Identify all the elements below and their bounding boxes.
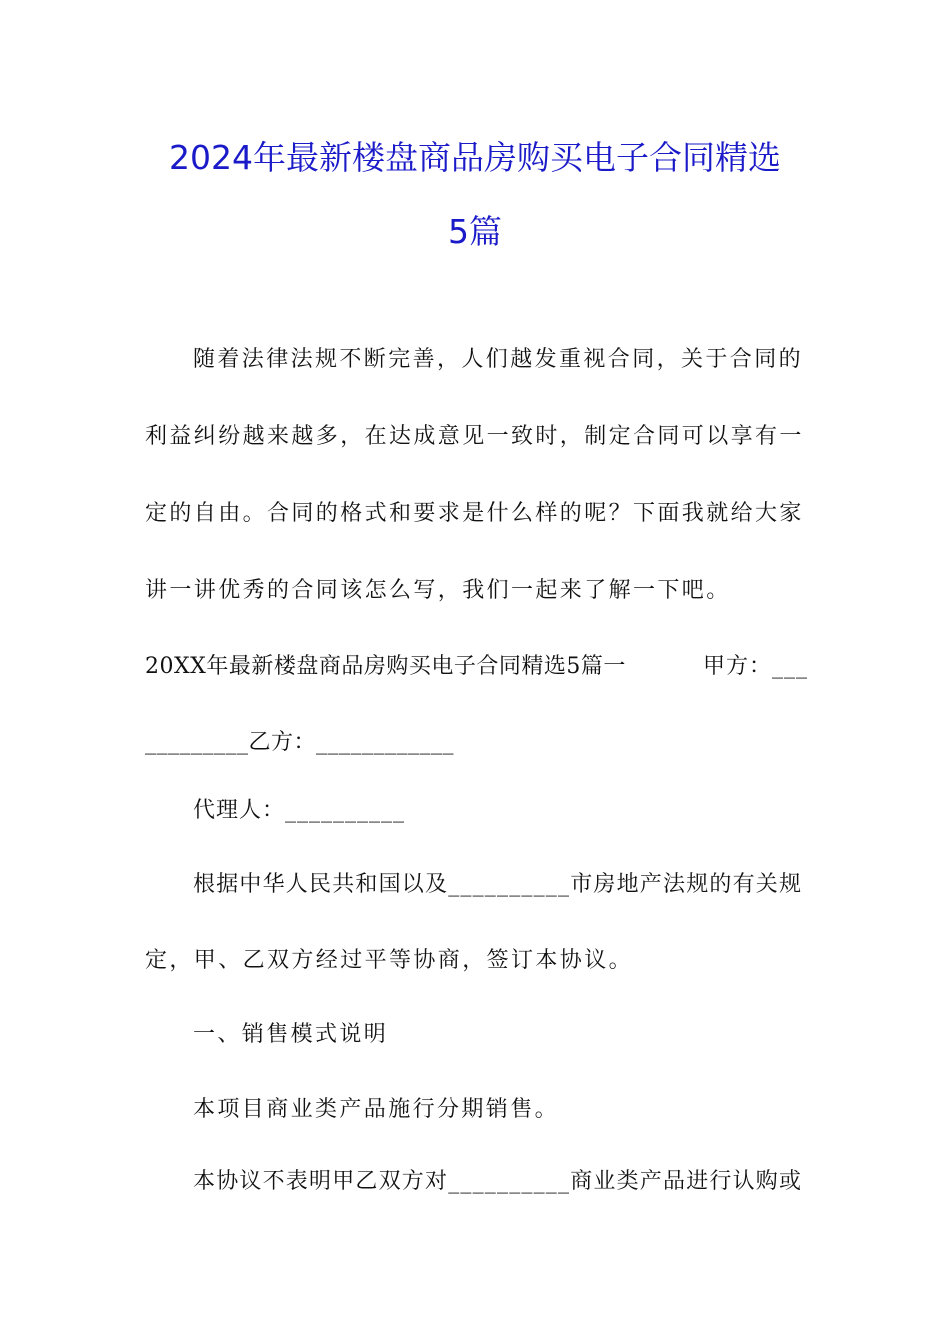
clause-paragraph: 本协议不表明甲乙双方对__________商业类产品进行认购或 [193,1169,803,1194]
party-b-line: _________乙方：____________ [145,730,455,755]
document-title-line2: 5篇 [448,212,502,251]
intro-paragraph-line: 利益纠纷越来越多，在达成意见一致时，制定合同可以享有一 [145,424,804,449]
basis-paragraph-line: 根据中华人民共和国以及__________市房地产法规的有关规 [193,872,803,897]
intro-paragraph-line: 讲一讲优秀的合同该怎么写，我们一起来了解一下吧。 [145,578,731,603]
intro-paragraph-line: 定的自由。合同的格式和要求是什么样的呢？下面我就给大家 [145,501,804,526]
clause-heading: 一、销售模式说明 [193,1022,389,1047]
agent-line: 代理人：__________ [193,798,406,823]
document-title-line1: 2024年最新楼盘商品房购买电子合同精选 [169,138,781,177]
basis-paragraph-line: 定，甲、乙双方经过平等协商，签订本协议。 [145,948,634,973]
party-a-label: 甲方：___ [703,654,809,679]
intro-paragraph-line: 随着法律法规不断完善，人们越发重视合同，关于合同的 [193,347,804,372]
clause-paragraph: 本项目商业类产品施行分期销售。 [193,1097,560,1122]
section-heading: 20XX年最新楼盘商品房购买电子合同精选5篇一 [145,654,626,679]
